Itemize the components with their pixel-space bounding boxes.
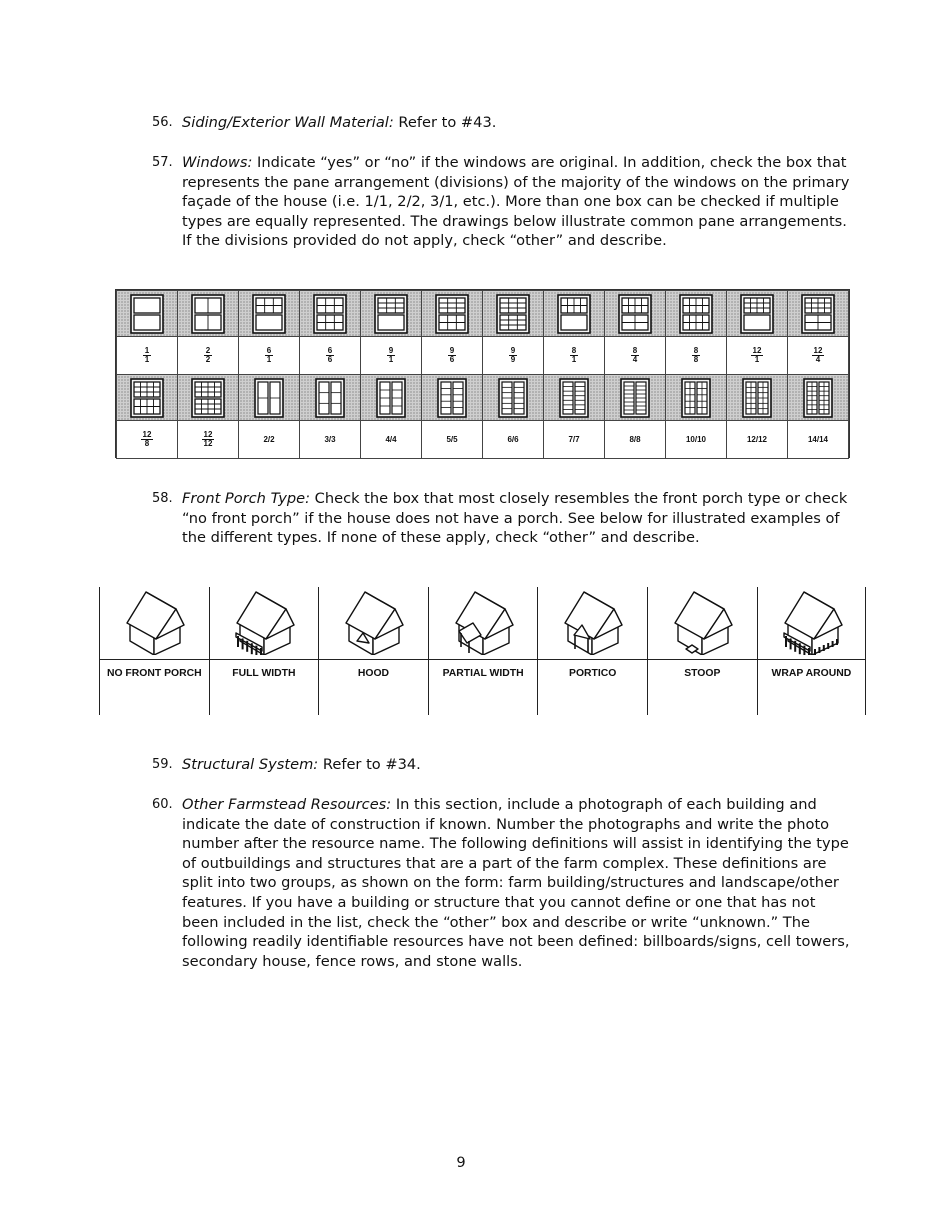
window-pane-label: 4/4 [385,435,397,444]
item-59 [152,755,852,775]
window-label-cell [666,421,727,459]
porch-type-label: NO FRONT PORCH [106,668,202,679]
porch-type-label: HOOD [357,668,390,679]
window-drawing [130,294,164,334]
window-pane-fraction [141,431,154,448]
window-picture-cell [239,291,300,337]
window-label-cell [239,421,300,459]
fraction-top: 12 [813,346,823,355]
window-drawing [435,294,469,334]
window-pane-label: 12/12 [746,435,768,444]
window-pane-fraction [509,347,517,364]
window-drawing [801,378,835,418]
window-picture-cell [483,291,544,337]
window-pane-label: 2/2 [263,435,275,444]
window-labels-row [117,337,849,375]
fraction-top: 6 [266,346,272,355]
window-label-cell [788,337,849,375]
item-number: 60. [152,797,173,812]
porch-type-cell [647,587,757,715]
fraction-top: 9 [510,346,516,355]
porch-type-label: WRAP AROUND [771,668,852,679]
window-drawing [374,378,408,418]
window-labels-row [117,421,849,459]
window-picture-cell [727,291,788,337]
wrap-around-porch-icon [782,587,844,655]
window-picture-cell [483,375,544,421]
fraction-top: 6 [327,346,333,355]
window-drawing [435,378,469,418]
window-picture-cell [361,291,422,337]
fraction-top: 12 [203,430,213,439]
window-label-cell [483,421,544,459]
window-pictures-row [117,375,849,421]
item-heading: Windows: [182,154,253,171]
fraction-bottom: 1 [144,355,150,364]
window-drawing [252,294,286,334]
portico-porch-icon [562,587,624,655]
window-drawing [679,294,713,334]
item-heading: Siding/Exterior Wall Material: [182,114,394,131]
fraction-bottom: 8 [693,355,699,364]
item-57 [152,153,852,251]
window-label-cell [544,421,605,459]
item-number: 57. [152,155,173,170]
window-pane-label: 14/14 [807,435,829,444]
window-label-cell [300,337,361,375]
divider [648,659,757,660]
window-drawing [130,378,164,418]
porch-type-cell [537,587,647,715]
window-label-cell [666,337,727,375]
window-pane-fraction [751,347,764,364]
window-label-cell [117,421,178,459]
partial-width-porch-icon [453,587,515,655]
divider [758,659,866,660]
window-picture-cell [300,291,361,337]
window-drawing [313,378,347,418]
window-picture-cell [788,291,849,337]
fraction-bottom: 1 [571,355,577,364]
window-picture-cell [239,375,300,421]
stoop-porch-icon [672,587,734,655]
window-label-cell [361,421,422,459]
fraction-top: 1 [144,346,150,355]
fraction-top: 9 [449,346,455,355]
fraction-top: 12 [142,430,152,439]
window-drawing [557,378,591,418]
window-picture-cell [361,375,422,421]
divider [538,659,647,660]
window-drawing [740,378,774,418]
window-pane-fraction [631,347,639,364]
window-pane-fraction [812,347,825,364]
porch-type-chart [99,587,867,715]
porch-type-label: STOOP [684,668,721,679]
porch-type-cell [757,587,867,715]
item-number: 59. [152,757,173,772]
window-picture-cell [544,375,605,421]
window-pane-fraction [387,347,395,364]
window-picture-cell [422,291,483,337]
window-pane-fraction [143,347,151,364]
window-pane-fraction [692,347,700,364]
window-label-cell [361,337,422,375]
window-label-cell [422,421,483,459]
item-text: Refer to #43. [393,114,497,131]
item-heading: Other Farmstead Resources: [182,796,392,813]
window-picture-cell [117,375,178,421]
window-picture-cell [788,375,849,421]
divider [319,659,428,660]
porch-type-cell [209,587,319,715]
window-label-cell [727,421,788,459]
window-picture-cell [727,375,788,421]
window-drawing [801,294,835,334]
window-label-cell [117,337,178,375]
window-label-cell [483,337,544,375]
page-number: 9 [456,1154,466,1171]
divider [210,659,319,660]
window-label-cell [544,337,605,375]
window-drawing [740,294,774,334]
window-picture-cell [666,291,727,337]
window-picture-cell [544,291,605,337]
window-picture-cell [666,375,727,421]
item-text: Refer to #34. [318,756,421,773]
window-label-cell [300,421,361,459]
hood-porch-icon [343,587,405,655]
fraction-top: 9 [388,346,394,355]
window-drawing [374,294,408,334]
window-drawing [618,294,652,334]
window-label-cell [727,337,788,375]
window-label-cell [178,337,239,375]
fraction-bottom: 6 [449,355,455,364]
fraction-bottom: 1 [388,355,394,364]
porch-type-cell [99,587,209,715]
porch-type-cell [428,587,538,715]
divider [429,659,538,660]
window-pane-label: 8/8 [629,435,641,444]
window-label-cell [605,421,666,459]
porch-type-cell [318,587,428,715]
item-58 [152,489,852,548]
fraction-top: 8 [571,346,577,355]
window-pane-chart [115,289,850,458]
window-pictures-row [117,291,849,337]
full-width-porch-icon [234,587,296,655]
window-pane-label: 10/10 [685,435,707,444]
window-pane-fraction [570,347,578,364]
window-pane-fraction [265,347,273,364]
fraction-bottom: 9 [510,355,516,364]
window-picture-cell [605,375,666,421]
item-text: Check the box that most closely resembles the front porch type or check “no front porch” if the house does not have a porch. See below for illustrated examples of the different types. If none of these apply, check “other” and describe. [182,490,848,547]
window-label-cell [422,337,483,375]
item-heading: Structural System: [182,756,319,773]
window-pane-label: 6/6 [507,435,519,444]
item-text: Indicate “yes” or “no” if the windows are original. In addition, check the box that represents the pane arrangement (divisions) of the majority of the windows on the primary façade of the house (i.e. 1/1, 2/2, 3/1, etc.). More than one box can be checked if multiple types are equally represented. The drawings below illustrate common pane arrangements. If the divisions provided do not apply, check “other” and describe. [182,154,850,250]
item-number: 58. [152,491,173,506]
divider [100,659,209,660]
window-drawing [313,294,347,334]
item-number: 56. [152,115,173,130]
window-drawing [618,378,652,418]
window-picture-cell [422,375,483,421]
fraction-top: 12 [752,346,762,355]
fraction-top: 8 [693,346,699,355]
fraction-bottom: 1 [754,355,760,364]
window-drawing [191,378,225,418]
window-drawing [496,378,530,418]
window-pane-fraction [204,347,212,364]
window-pane-fraction [202,431,215,448]
window-pane-label: 3/3 [324,435,336,444]
window-picture-cell [117,291,178,337]
fraction-top: 8 [632,346,638,355]
window-picture-cell [300,375,361,421]
window-pane-label: 5/5 [446,435,458,444]
window-picture-cell [178,375,239,421]
window-picture-cell [605,291,666,337]
house-icon [124,587,186,655]
window-drawing [679,378,713,418]
window-drawing [191,294,225,334]
window-pane-fraction [326,347,334,364]
window-pane-fraction [448,347,456,364]
item-56 [152,113,852,133]
window-label-cell [178,421,239,459]
item-heading: Front Porch Type: [182,490,311,507]
porch-type-label: FULL WIDTH [232,668,296,679]
window-drawing [496,294,530,334]
window-drawing [557,294,591,334]
window-label-cell [788,421,849,459]
window-drawing [252,378,286,418]
fraction-bottom: 4 [632,355,638,364]
fraction-bottom: 2 [205,355,211,364]
fraction-bottom: 12 [203,439,213,448]
item-text: In this section, include a photograph of each building and indicate the date of construction if known. Number the photographs and write the photo number after the resource name. The following definitions will assist in identifying the type of outbuildings and structures that are a part of the farm complex. These definitions are split into two groups, as shown on the form: farm building/structures and landscape/other features. If you have a building or structure that you cannot define or one that has not been included in the list, check the “other” box and describe or write “unknown.” The following readily identifiable resources have not been defined: billboards/signs, cell towers, secondary house, fence rows, and stone walls. [182,796,850,970]
window-label-cell [605,337,666,375]
window-pane-label: 7/7 [568,435,580,444]
item-60 [152,795,852,971]
fraction-top: 2 [205,346,211,355]
porch-type-label: PORTICO [569,668,617,679]
window-label-cell [239,337,300,375]
porch-type-label: PARTIAL WIDTH [442,668,524,679]
window-picture-cell [178,291,239,337]
fraction-bottom: 8 [144,439,150,448]
fraction-bottom: 6 [327,355,333,364]
fraction-bottom: 4 [815,355,821,364]
fraction-bottom: 1 [266,355,272,364]
